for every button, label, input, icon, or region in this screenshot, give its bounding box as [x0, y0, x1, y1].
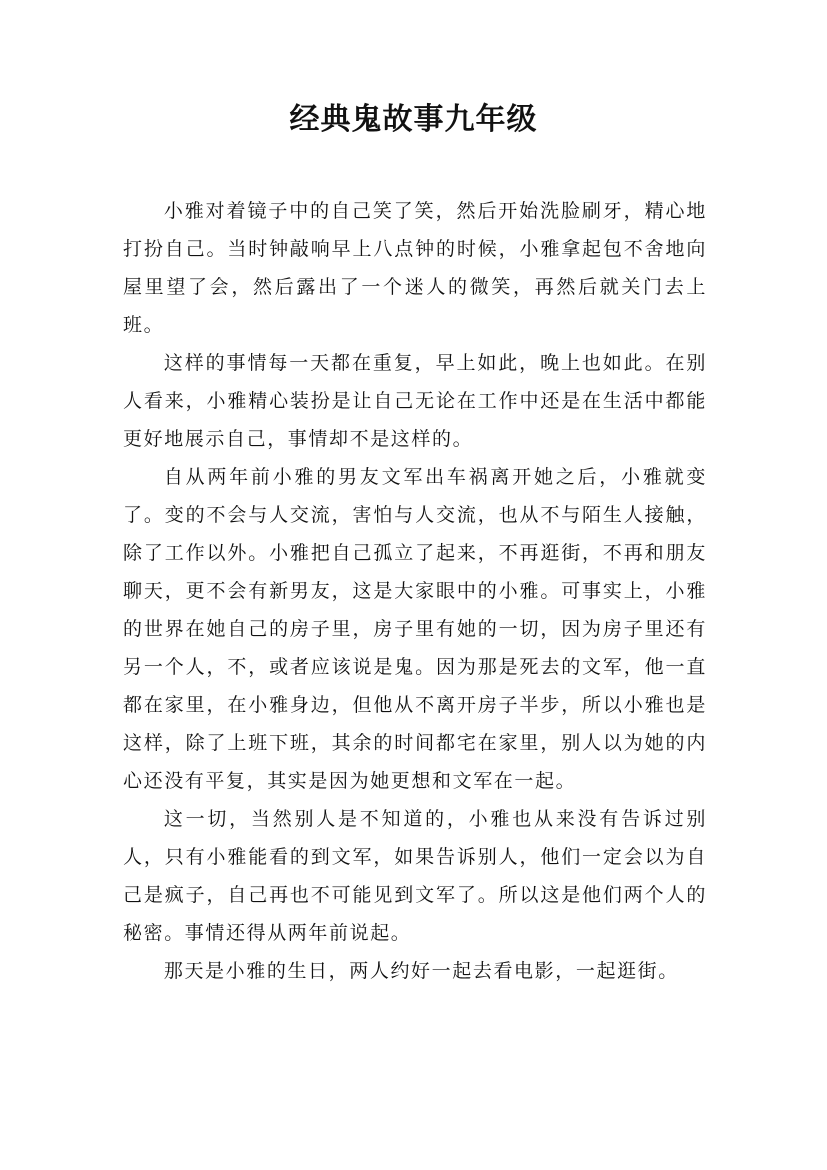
document-title: 经典鬼故事九年级 — [289, 102, 538, 137]
paragraph-2: 这样的事情每一天都在重复，早上如此，晚上也如此。在别人看来，小雅精心装扮是让自己无论在工作中还是在生活中都能更好地展示自己，事情却不是这样的。 — [123, 352, 707, 450]
paragraph-3: 自从两年前小雅的男友文军出车祸离开她之后，小雅就变了。变的不会与人交流，害怕与人交流，也从不与陌生人接触，除了工作以外。小雅把自己孤立了起来，不再逛街，不再和朋友聊天，更不会有新男友，这是大家眼中的小雅。可事实上，小雅的世界在她自己的房子里，房子里有她的一切，因为房子里还有另一个人，不，或者应该说是鬼。因为那是死去的文军，他一直都在家里，在小雅身边，但他从不离开房子半步，所以小雅也是这样，除了上班下班，其余的时间都宅在家里，别人以为她的内心还没有平复，其实是因为她更想和文军在一起。 — [123, 466, 707, 792]
paragraph-4: 这一切，当然别人是不知道的，小雅也从来没有告诉过别人，只有小雅能看的到文军，如果告诉别人，他们一定会以为自己是疯子，自己再也不可能见到文军了。所以这是他们两个人的秘密。事情还得从两年前说起。 — [123, 808, 707, 944]
paragraph-5: 那天是小雅的生日，两人约好一起去看电影，一起逛街。 — [163, 960, 679, 982]
document-body — [123, 192, 707, 990]
paragraph-1: 小雅对着镜子中的自己笑了笑，然后开始洗脸刷牙，精心地打扮自己。当时钟敲响早上八点钟的时候，小雅拿起包不舍地向屋里望了会，然后露出了一个迷人的微笑，再然后就关门去上班。 — [123, 200, 707, 336]
